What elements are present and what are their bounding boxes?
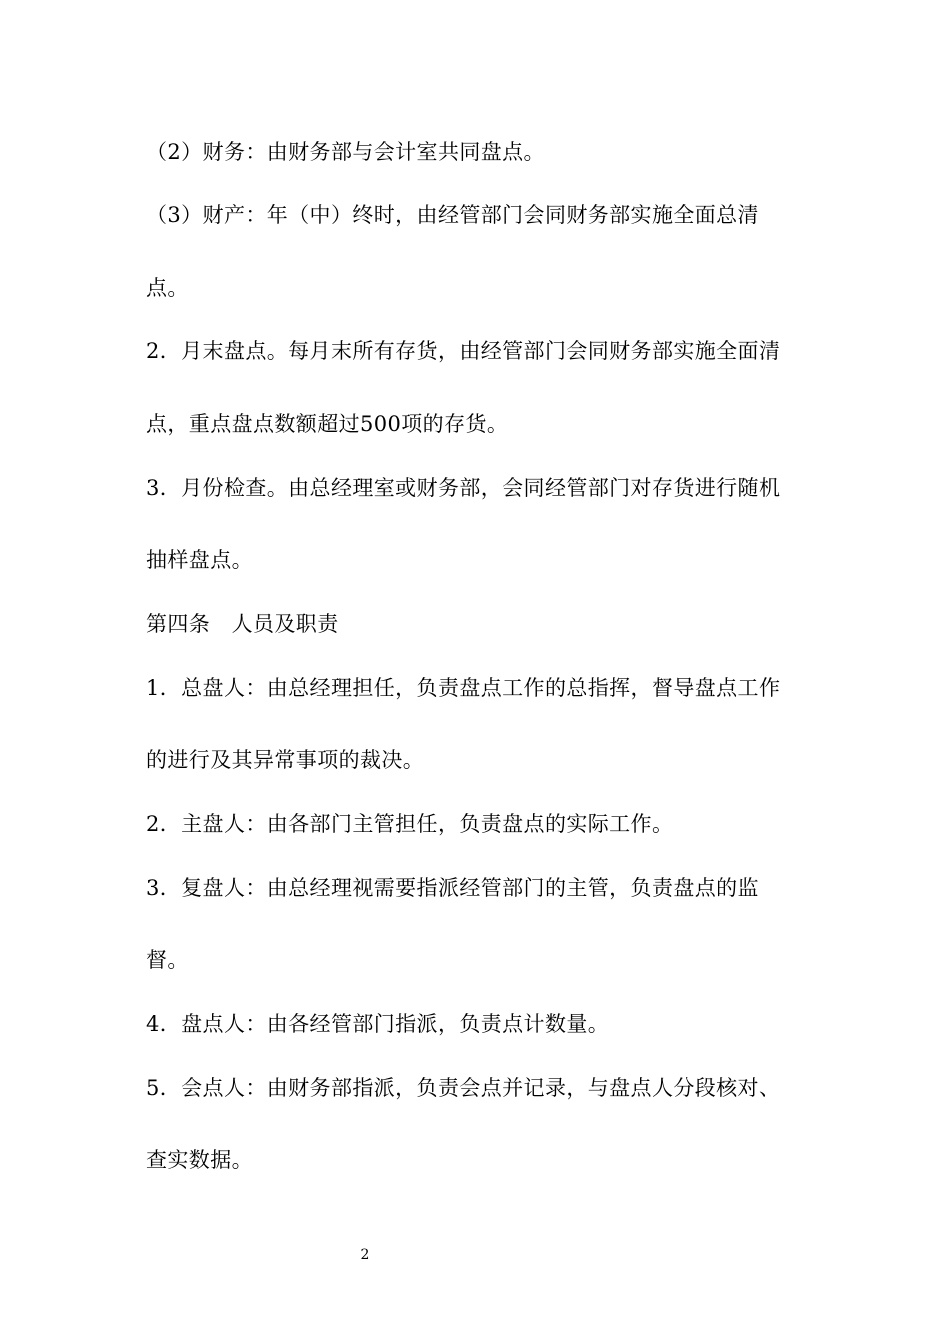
text-line: （3）财产：年（中）终时，由经管部门会同财务部实施全面总清 xyxy=(146,203,759,227)
text-line: 3．复盘人：由总经理视需要指派经管部门的主管，负责盘点的监 xyxy=(146,876,759,900)
section-heading: 第四条 人员及职责 xyxy=(146,612,339,636)
text-line: 3．月份检查。由总经理室或财务部，会同经管部门对存货进行随机 xyxy=(146,476,781,500)
text-line: 5．会点人：由财务部指派，负责会点并记录，与盘点人分段核对、 xyxy=(146,1076,781,1100)
text-line: 督。 xyxy=(146,948,189,972)
text-line: 2．月末盘点。每月末所有存货，由经管部门会同财务部实施全面清 xyxy=(146,339,781,363)
text-line: 4．盘点人：由各经管部门指派，负责点计数量。 xyxy=(146,1012,610,1036)
text-line: 1．总盘人：由总经理担任，负责盘点工作的总指挥，督导盘点工作 xyxy=(146,676,781,700)
text-line: 点。 xyxy=(146,276,189,300)
text-line: （2）财务：由财务部与会计室共同盘点。 xyxy=(146,140,545,164)
text-line: 查实数据。 xyxy=(146,1148,253,1172)
page-number: 2 xyxy=(360,1247,370,1263)
text-line: 的进行及其异常事项的裁决。 xyxy=(146,748,425,772)
text-line: 点，重点盘点数额超过500项的存货。 xyxy=(146,412,509,436)
text-line: 2．主盘人：由各部门主管担任，负责盘点的实际工作。 xyxy=(146,812,674,836)
text-line: 抽样盘点。 xyxy=(146,548,253,572)
